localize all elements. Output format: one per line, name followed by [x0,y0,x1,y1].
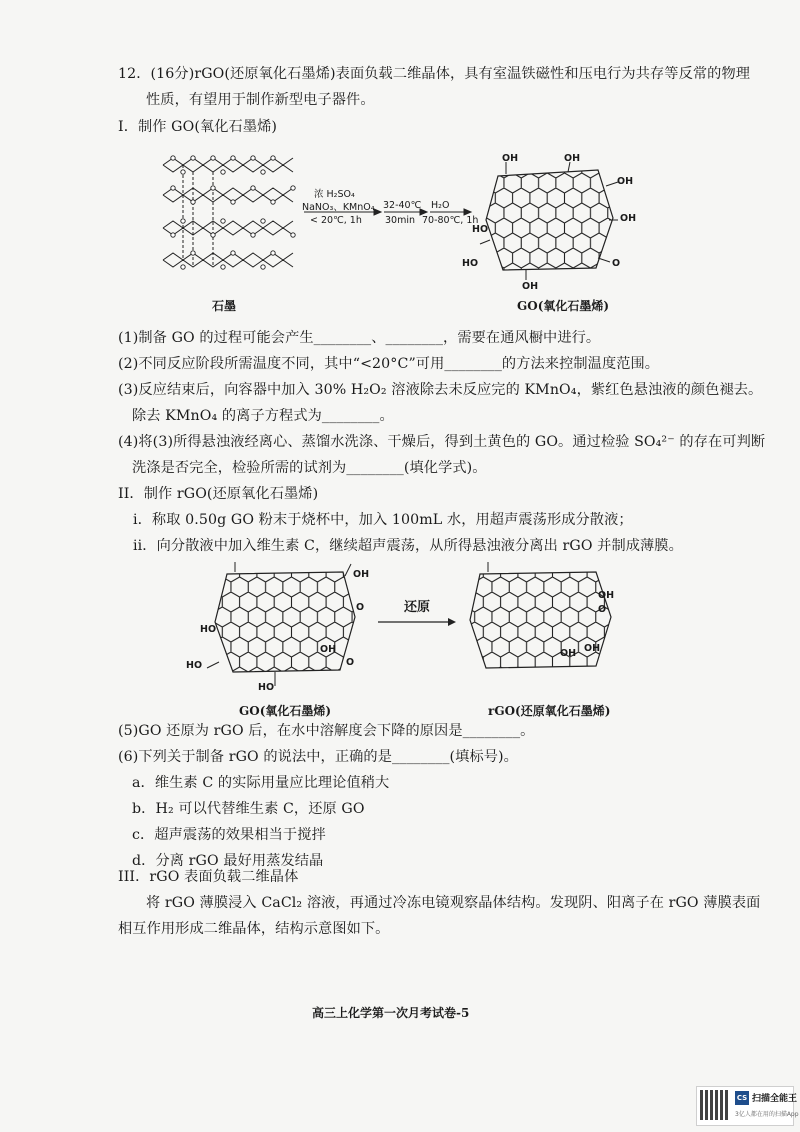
go1-label-o: O [612,258,621,269]
part2-heading: II．制作 rGO(还原氧化石墨烯) [118,486,319,502]
question-1: (1)制备 GO 的过程可能会产生________、________，需要在通风橱中进行。 [118,330,601,346]
go1-label-oh-5: OH [522,281,539,292]
go2-label-ho-1: HO [200,624,217,635]
option-b: b．H₂ 可以代替维生素 C，还原 GO [132,801,365,817]
option-a: a．维生素 C 的实际用量应比理论值稍大 [132,775,390,791]
step3-top: H₂O [431,200,450,211]
graphite-caption: 石墨 [212,299,237,313]
go-structure-2 [205,562,363,690]
rgo-caption: rGO(还原氧化石墨烯) [488,704,611,718]
go1-label-ho-1: HO [472,224,489,235]
part3-heading: III．rGO 表面负载二维晶体 [118,869,299,885]
go2-label-o-1: O [356,602,365,613]
question-4a: (4)将(3)所得悬浊液经离心、蒸馏水洗涤、干燥后，得到土黄色的 GO。通过检验 SO₄²⁻ 的存在可判断 [118,434,766,450]
question-2: (2)不同反应阶段所需温度不同，其中“<20°C”可用________的方法来控制温度范围。 [118,356,660,372]
part1-heading: I．制作 GO(氧化石墨烯) [118,119,278,135]
question-3a: (3)反应结束后，向容器中加入 30% H₂O₂ 溶液除去未反应完的 KMnO₄，紫红色悬浊液的颜色褪去。 [118,382,763,398]
go1-label-oh-2: OH [564,153,581,164]
scanner-logo: CS [735,1091,749,1105]
rgo-label-oh-1: OH [598,590,615,601]
go2-label-o-2: O [346,657,355,668]
rgo-structure [466,562,618,680]
go1-label-oh-3: OH [617,176,634,187]
qr-code-icon [700,1090,730,1120]
option-d: d．分离 rGO 最好用蒸发结晶 [132,853,324,869]
reagent-top: 浓 H₂SO₄ [314,189,355,200]
scanner-subtitle: 3亿人都在用的扫描App [735,1111,799,1118]
graphite-structure [158,150,298,280]
step2-bot: 30min [385,215,416,226]
part3-line-1: 将 rGO 薄膜浸入 CaCl₂ 溶液，再通过冷冻电镜观察晶体结构。发现阴、阳离子在 rGO 薄膜表面 [146,895,761,911]
go-caption-1: GO(氧化石墨烯) [517,299,610,313]
reduction-label: 还原 [404,600,431,615]
go1-label-ho-2: HO [462,258,479,269]
step2-top: 32-40℃ [383,200,422,211]
go2-label-ho-2: HO [186,660,203,671]
question-5: (5)GO 还原为 rGO 后，在水中溶解度会下降的原因是________。 [118,723,535,739]
reduction-arrow [376,615,458,629]
reagent-bot: < 20℃, 1h [310,215,362,226]
part2-step-i: i．称取 0.50g GO 粉末于烧杯中，加入 100mL 水，用超声震荡形成分散液； [133,512,633,528]
question-6: (6)下列关于制备 rGO 的说法中，正确的是________(填标号)。 [118,749,518,765]
question-line-1: 12．(16分)rGO(还原氧化石墨烯)表面负载二维晶体，具有室温铁磁性和压电行为共存等反常的物理 [118,66,751,82]
scanner-watermark [696,1086,799,1126]
option-c: c．超声震荡的效果相当于搅拌 [132,827,326,843]
question-line-2: 性质，有望用于制作新型电子器件。 [146,92,375,108]
scanner-title: 扫描全能王 [752,1094,798,1104]
rgo-label-oh-2: OH [584,643,601,654]
go2-label-ho-3: HO [258,682,275,693]
rgo-label-oh-3: OH [560,648,577,659]
go-structure-1 [478,158,628,288]
go2-label-oh-1: OH [353,569,370,580]
part3-line-2: 相互作用形成二维晶体，结构示意图如下。 [118,921,390,937]
question-3b: 除去 KMnO₄ 的离子方程式为________。 [132,408,394,424]
go1-label-oh-4: OH [620,213,637,224]
go-caption-2: GO(氧化石墨烯) [239,704,332,718]
rgo-label-o-1: O [598,604,607,615]
go1-label-oh-1: OH [502,153,519,164]
go2-label-oh-2: OH [320,644,337,655]
page-footer: 高三上化学第一次月考试卷-5 [312,1006,470,1020]
part2-step-ii: ii．向分散液中加入维生素 C，继续超声震荡，从所得悬浊液分离出 rGO 并制成薄膜。 [133,538,683,554]
step3-bot: 70-80℃, 1h [422,215,479,226]
reagent-mid: NaNO₃、KMnO₄ [302,202,375,213]
question-4b: 洗涤是否完全，检验所需的试剂为________(填化学式)。 [132,460,487,476]
